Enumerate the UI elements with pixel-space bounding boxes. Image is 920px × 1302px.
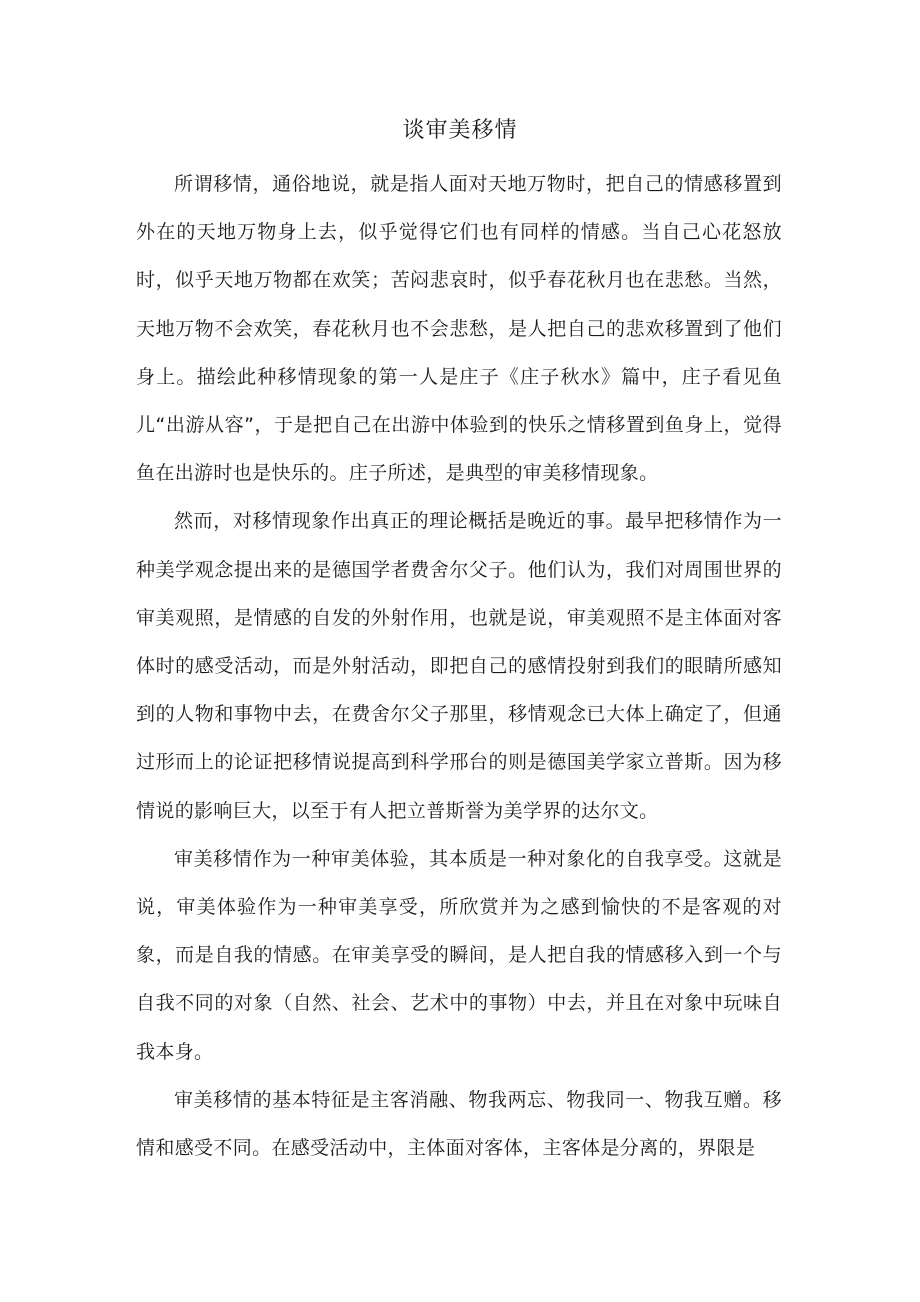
- page-title: 谈审美移情: [402, 118, 518, 143]
- paragraph-2: 然而，对移情现象作出真正的理论概括是晚近的事。最早把移情作为一种美学观念提出来的是德国学者费舍尔父子。他们认为，我们对周围世界的审美观照，是情感的自发的外射作用，也就是说，审美观照不是主体面对客体时的感受活动，而是外射活动，即把自己的感情投射到我们的眼睛所感知到的人物和事物中去，在费舍尔父子那里，移情观念已大体上确定了，但通过形而上的论证把移情说提高到科学邢台的则是德国美学家立普斯。因为移情说的影响巨大，以至于有人把立普斯誉为美学界的达尔文。: [136, 510, 782, 822]
- document-body: [136, 160, 782, 1172]
- paragraph-3: 审美移情作为一种审美体验，其本质是一种对象化的自我享受。这就是说，审美体验作为一种审美享受，所欣赏并为之感到愉快的不是客观的对象，而是自我的情感。在审美享受的瞬间，是人把自我的情感移入到一个与自我不同的对象（自然、社会、艺术中的事物）中去，并且在对象中玩味自我本身。: [136, 847, 782, 1063]
- paragraph-4: 审美移情的基本特征是主客消融、物我两忘、物我同一、物我互赠。移情和感受不同。在感受活动中，主体面对客体，主客体是分离的，界限是: [136, 1088, 782, 1160]
- paragraph-1: 所谓移情，通俗地说，就是指人面对天地万物时，把自己的情感移置到外在的天地万物身上去，似乎觉得它们也有同样的情感。当自己心花怒放时，似乎天地万物都在欢笑；苦闷悲哀时，似乎春花秋月也在悲愁。当然，天地万物不会欢笑，春花秋月也不会悲愁，是人把自己的悲欢移置到了他们身上。描绘此种移情现象的第一人是庄子《庄子秋水》篇中，庄子看见鱼儿“出游从容”，于是把自己在出游中体验到的快乐之情移置到鱼身上，觉得鱼在出游时也是快乐的。庄子所述，是典型的审美移情现象。: [136, 173, 782, 485]
